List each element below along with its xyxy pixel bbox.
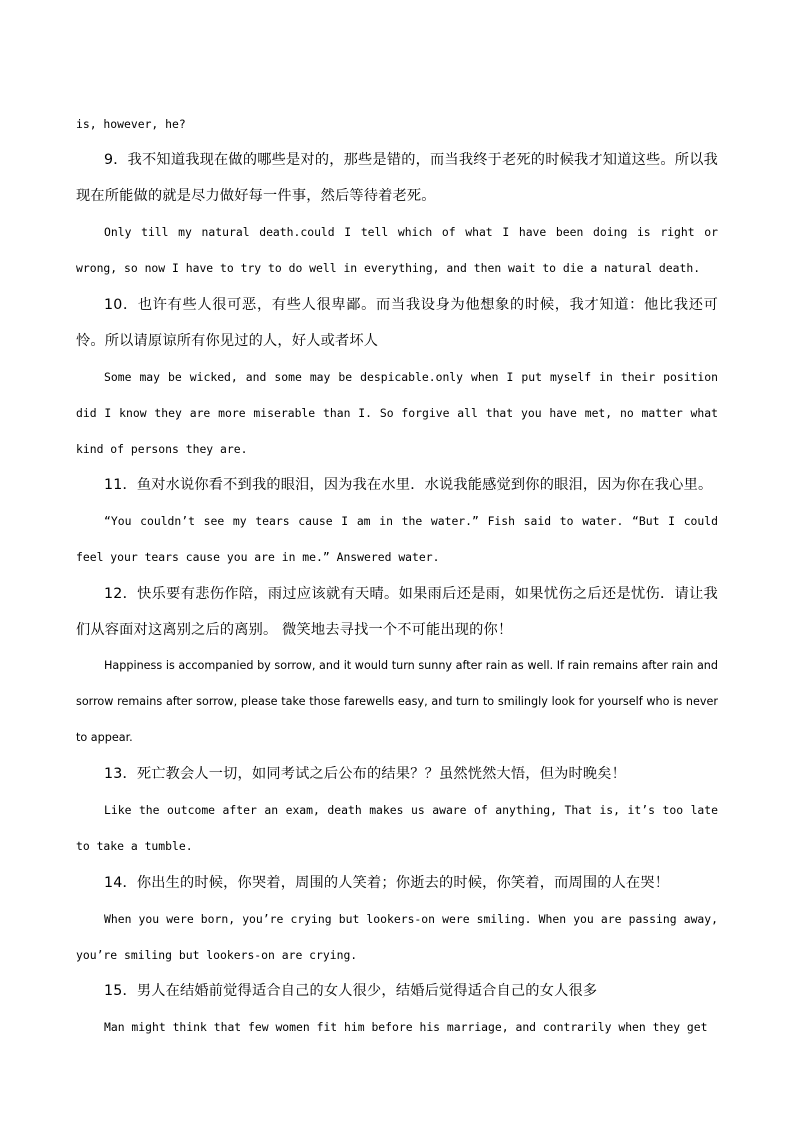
entry-chinese: 14．你出生的时候，你哭着，周围的人笑着；你逝去的时候，你笑着，而周围的人在哭！	[104, 874, 670, 891]
entry-chinese: 15．男人在结婚前觉得适合自己的女人很少，结婚后觉得适合自己的女人很多	[104, 983, 598, 1000]
entry-9	[76, 142, 718, 286]
entry-14	[76, 865, 718, 973]
entry-chinese: 10．也许有些人很可恶，有些人很卑鄙。而当我设身为他想象的时候，我才知道：他比我还可怜。所以请原谅所有你见过的人，好人或者坏人	[76, 296, 718, 349]
entry-13	[76, 756, 718, 864]
entry-english: When you were born, you’re crying but lookers-on were smiling. When you are passing away, you’re smiling but lookers-on are crying.	[76, 911, 718, 962]
entry-10	[76, 287, 718, 468]
entry-15	[76, 973, 718, 1045]
entry-english: Some may be wicked, and some may be despicable.only when I put myself in their position did I know they are more miserable than I. So forgive all that you have met, no matter what kind of persons they are.	[76, 369, 718, 457]
entry-english: Only till my natural death.could I tell which of what I have been doing is right or wrong, so now I have to try to do well in everything, and then wait to die a natural death.	[76, 225, 718, 276]
entry-chinese: 9．我不知道我现在做的哪些是对的，那些是错的，而当我终于老死的时候我才知道这些。所以我现在所能做的就是尽力做好每一件事，然后等待着老死。	[76, 152, 718, 205]
entry-12	[76, 576, 718, 757]
entry-english: “You couldn’t see my tears cause I am in the water.” Fish said to water. “But I could feel your tears cause you are in me.” Answered water.	[76, 514, 718, 565]
continuation-line: is, however, he?	[76, 117, 186, 131]
document-body	[76, 106, 718, 1045]
entry-chinese: 13．死亡教会人一切，如同考试之后公布的结果？？虽然恍然大悟，但为时晚矣！	[104, 766, 627, 783]
entry-english: Man might think that few women fit him before his marriage, and contrarily when they get	[104, 1020, 708, 1035]
entry-chinese: 12．快乐要有悲伤作陪，雨过应该就有天晴。如果雨后还是雨，如果忧伤之后还是忧伤．请让我们从容面对这离别之后的离别。 微笑地去寻找一个不可能出现的你！	[76, 585, 718, 638]
entry-english: Like the outcome after an exam, death makes us aware of anything, That is, it’s too late to take a tumble.	[76, 803, 718, 854]
entry-chinese: 11．鱼对水说你看不到我的眼泪，因为我在水里．水说我能感觉到你的眼泪，因为你在我心里。	[104, 477, 713, 494]
entry-english: Happiness is accompanied by sorrow, and it would turn sunny after rain as well. If rain remains after rain and sorrow remains after sorrow, please take those farewells easy, and turn to smilingly look for yourself who is never to appear.	[76, 658, 718, 745]
entry-11	[76, 467, 718, 575]
